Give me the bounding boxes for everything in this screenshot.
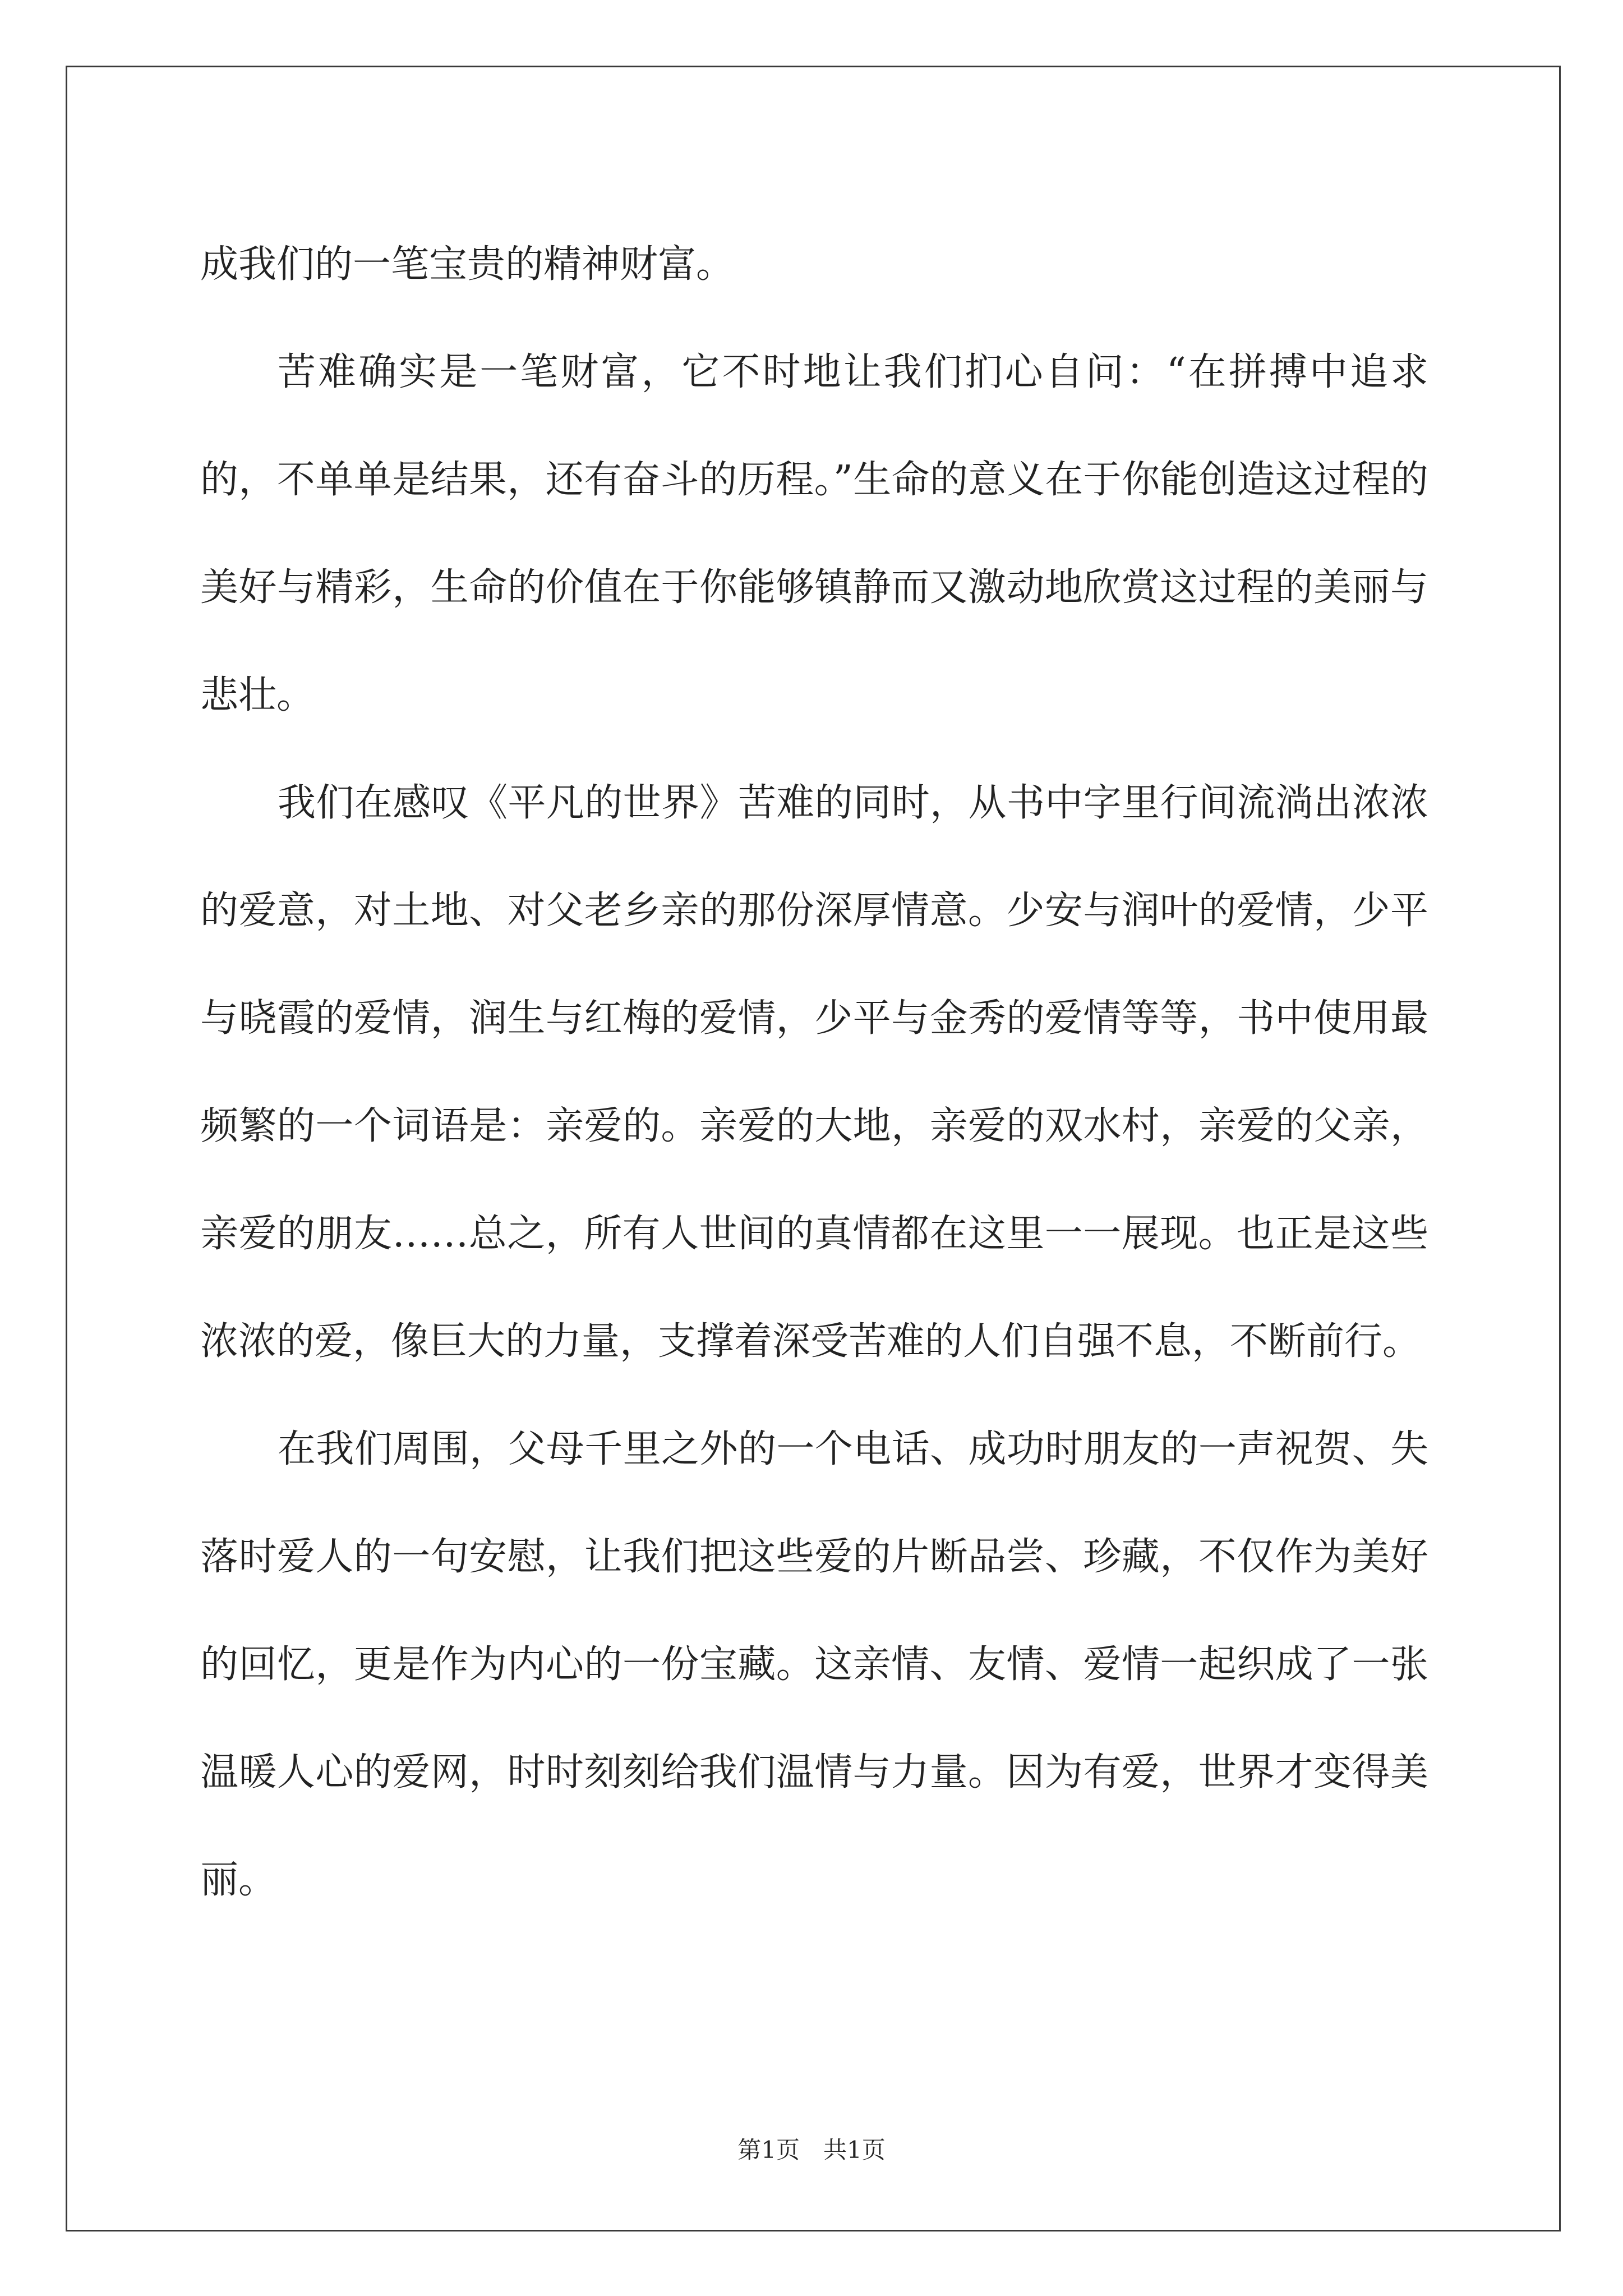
- page-footer: 第1页 共1页: [737, 2136, 886, 2164]
- document-body: [200, 211, 1428, 1934]
- paragraph-1: 成我们的一笔宝贵的精神财富。: [200, 242, 735, 287]
- paragraph-2: 苦难确实是一笔财富，它不时地让我们扪心自问：“在拼搏中追求的，不单单是结果，还有奋斗的历程。”生命的意义在于你能创造这过程的美好与精彩，生命的价值在于你能够镇静而又激动地欣赏这过程的美丽与悲壮。: [200, 350, 1428, 717]
- paragraph-4: 在我们周围，父母千里之外的一个电话、成功时朋友的一声祝贺、失落时爱人的一句安慰，让我们把这些爱的片断品尝、珍藏，不仅作为美好的回忆，更是作为内心的一份宝藏。这亲情、友情、爱情一起织成了一张温暖人心的爱网，时时刻刻给我们温情与力量。因为有爱，世界才变得美丽。: [200, 1427, 1428, 1902]
- paragraph-3: 我们在感叹《平凡的世界》苦难的同时，从书中字里行间流淌出浓浓的爱意，对土地、对父老乡亲的那份深厚情意。少安与润叶的爱情，少平与晓霞的爱情，润生与红梅的爱情，少平与金秀的爱情等等，书中使用最频繁的一个词语是：亲爱的。亲爱的大地，亲爱的双水村，亲爱的父亲，亲爱的朋友……总之，所有人世间的真情都在这里一一展现。也正是这些浓浓的爱，像巨大的力量，支撑着深受苦难的人们自强不息，不断前行。: [200, 781, 1428, 1364]
